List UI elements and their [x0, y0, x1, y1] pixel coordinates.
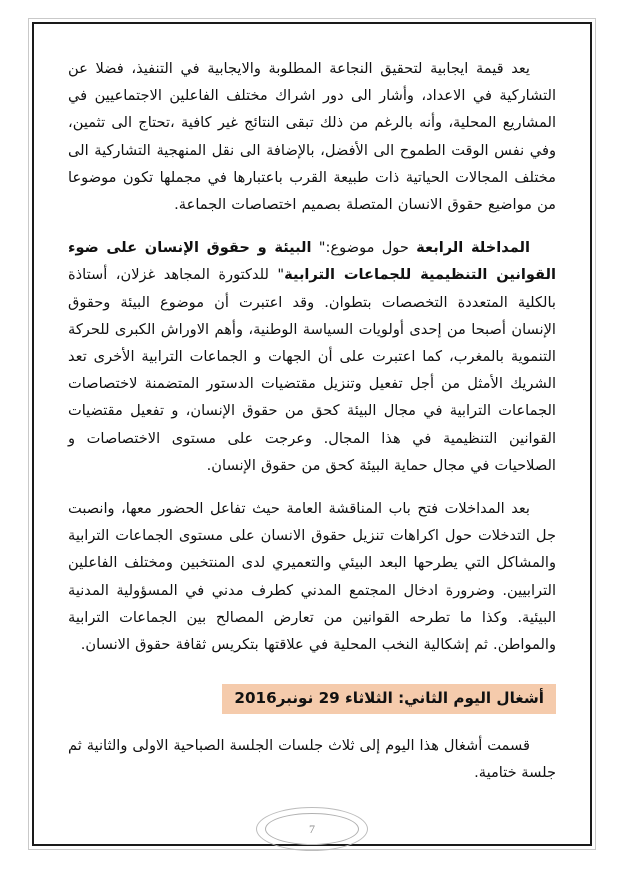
page-number-text: 7 [309, 821, 315, 836]
paragraph-fourth-intervention [68, 234, 556, 479]
intervention-connector: حول موضوع:" [311, 239, 417, 257]
paragraph-general-discussion: بعد المداخلات فتح باب المناقشة العامة حيث تفاعل الحضور معها، وانصبت جل التدخلات حول اكراهات تنزيل حقوق الانسان على مستوى الجماعات الترابية والمشاكل التي يطرحها البعد البيئي والتعميري لدى المنتخبين ومختلف الفاعلين الترابيين. وضرورة ادخال المجتمع المدني كطرف مدني في المسؤولية المدنية البيئية. وكذا ما تطرحه القوانين من تعارض المصالح بين الجماعات الترابية والمواطن. ثم إشكالية النخب المحلية في علاقتها بتكريس ثقافة حقوق الانسان. [68, 500, 556, 654]
intervention-label: المداخلة الرابعة [416, 239, 530, 257]
intervention-title: البيئة و حقوق الإنسان على ضوء القوانين التنظيمية للجماعات الترابية [68, 239, 556, 284]
intervention-description: " للدكتورة المجاهد غزلان، أستاذة بالكلية المتعددة التخصصات بتطوان. وقد اعتبرت أن موضوع البيئة وحقوق الإنسان أصبحا من إحدى أولويات السياسة الوطنية، وأهم الاوراش الكبرى للحركة التنموية بالمغرب، كما اعتبرت على أن الجهات و الجماعات الترابية الأخرى تعد الشريك الأمثل من أجل تفعيل وتنزيل مقتضيات الدستور المتضمنة لاختصاصات الجماعات الترابية في مجال البيئة كحق من حقوق الإنسان، و تفعيل مقتضيات القوانين التنظيمية في هذا المجال. وعرجت على مستوى الاختصاصات و الصلاحيات في مجال حماية البيئة كحق من حقوق الإنسان. [68, 266, 556, 474]
page-number-badge [256, 807, 368, 851]
paragraph-intro: يعد قيمة ايجابية لتحقيق النجاعة المطلوبة والايجابية في التنفيذ، فضلا عن التشاركية في الاعداد، وأشار الى دور اشراك مختلف الفاعلين الاجتماعيين في المشاريع المحلية، وأنه بالرغم من ذلك تبقى النتائج غير كافية ،تحتاج الى تثمين، وفي نفس الوقت الطموح الى الأفضل، بالإضافة الى نقل المنهجية التشاركية الى مختلف المجالات الحياتية ذات طبيعة القرب باعتبارها في مجملها تكون موضوعا من مواضيع حقوق الانسان المتصلة بصميم اختصاصات الجماعة. [68, 60, 556, 214]
paragraph-day-two-summary: قسمت أشغال هذا اليوم إلى ثلاث جلسات الجلسة الصباحية الاولى والثانية ثم جلسة ختامية. [68, 737, 556, 782]
page-footer [0, 806, 624, 852]
day-heading-row [68, 684, 556, 714]
page-content [68, 55, 556, 787]
day-two-heading: أشغال اليوم الثاني: الثلاثاء 29 نونبر2016 [222, 684, 556, 714]
